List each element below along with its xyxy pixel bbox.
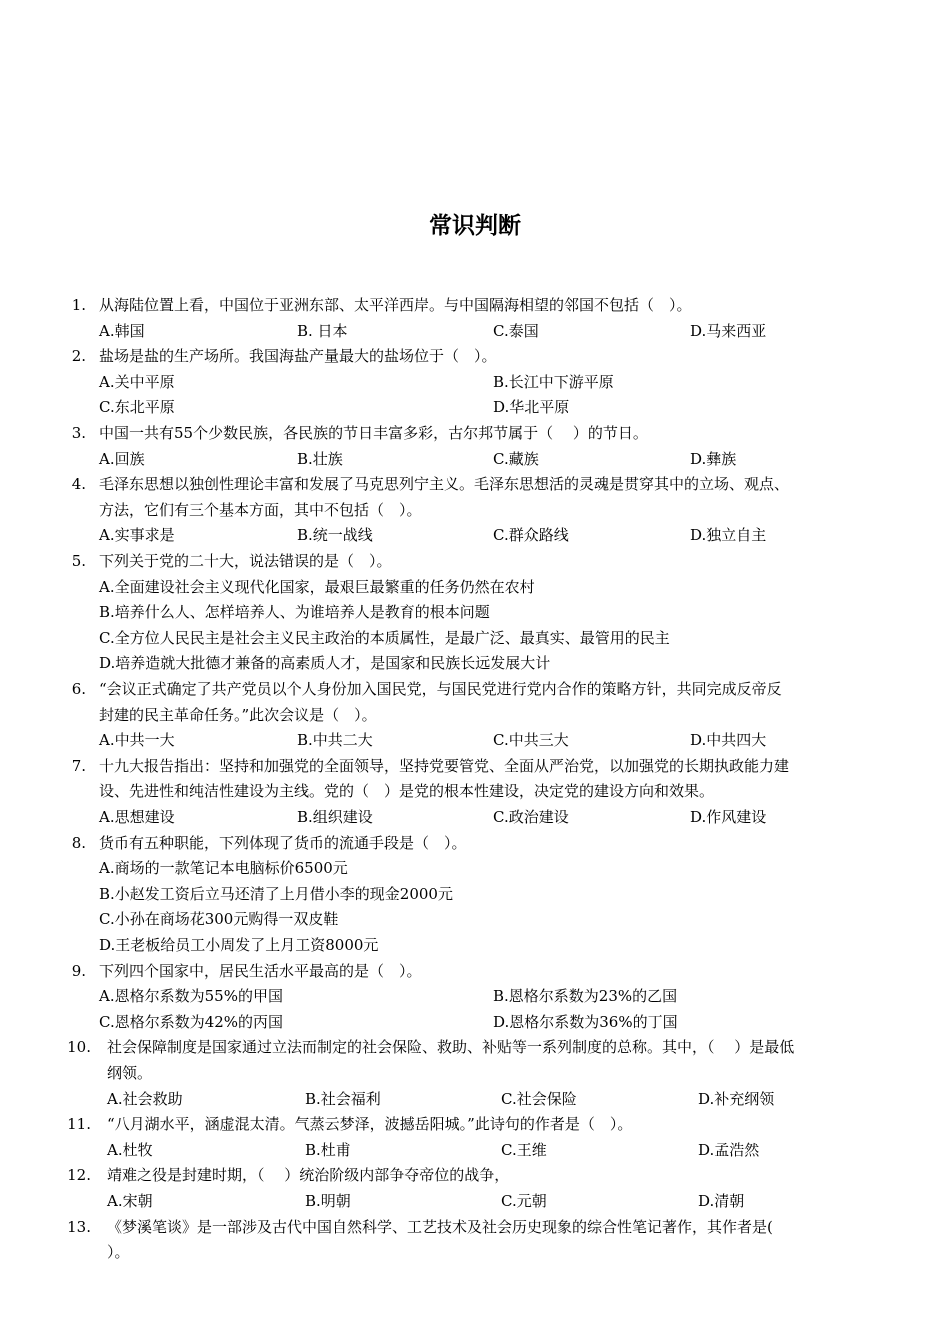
answer-option: C.群众路线 <box>493 526 569 545</box>
question-number: 5. <box>71 552 86 570</box>
question-stem: 毛泽东思想以独创性理论丰富和发展了马克思列宁主义。毛泽东思想活的灵魂是贯穿其中的立场、观点、 <box>99 475 790 494</box>
question-number: 1. <box>71 296 86 314</box>
answer-option: D.培养造就大批德才兼备的高素质人才，是国家和民族长远发展大计 <box>99 654 551 673</box>
answer-option: D.中共四大 <box>690 731 767 750</box>
answer-option: C.社会保险 <box>501 1089 577 1108</box>
answer-option: B.培养什么人、怎样培养人、为谁培养人是教育的根本问题 <box>99 603 490 622</box>
question-number: 11. <box>67 1115 91 1134</box>
question-number: 7. <box>71 756 86 775</box>
answer-option: A.宋朝 <box>107 1192 153 1210</box>
answer-option: C.元朝 <box>501 1192 547 1210</box>
question-stem: 十九大报告指出：坚持和加强党的全面领导，坚持党要管党、全面从严治党，以加强党的长期执政能力建 <box>99 756 790 775</box>
question-stem: “八月湖水平，涵虚混太清。气蒸云梦泽，波撼岳阳城。”此诗句的作者是（ ）。 <box>107 1115 633 1134</box>
answer-option: A.恩格尔系数为55%的甲国 <box>99 987 283 1006</box>
question-stem: 货币有五种职能，下列体现了货币的流通手段是（ ）。 <box>99 833 467 852</box>
answer-option: D.恩格尔系数为36%的丁国 <box>493 1012 678 1031</box>
answer-option: B.杜甫 <box>305 1140 351 1159</box>
question-number: 8. <box>71 833 86 852</box>
question-stem: ）。 <box>107 1243 130 1262</box>
answer-option: D.作风建设 <box>690 808 767 826</box>
question-stem: 靖难之役是封建时期，（ ）统治阶级内部争夺帝位的战争， <box>107 1166 510 1185</box>
answer-option: C.政治建设 <box>493 808 569 826</box>
question-stem: 下列关于党的二十大，说法错误的是（ ）。 <box>99 552 392 570</box>
question-number: 6. <box>71 680 86 698</box>
answer-option: A.社会救助 <box>107 1089 183 1108</box>
question-stem: 中国一共有55个少数民族，各民族的节日丰富多彩，古尔邦节属于（ ）的节日。 <box>99 424 648 442</box>
answer-option: B.明朝 <box>305 1192 351 1210</box>
question-number: 13. <box>67 1217 91 1236</box>
answer-option: B.长江中下游平原 <box>493 372 614 391</box>
question-stem: 社会保障制度是国家通过立法而制定的社会保险、救助、补贴等一系列制度的总称。其中，（ ）是最低 <box>107 1038 795 1057</box>
question-number: 12. <box>67 1166 91 1185</box>
answer-option: B.中共二大 <box>297 731 373 750</box>
question-number: 3. <box>71 424 86 442</box>
answer-option: A.思想建设 <box>99 808 175 826</box>
answer-option: C.藏族 <box>493 449 539 468</box>
question-stem: 从海陆位置上看，中国位于亚洲东部、太平洋西岸。与中国隔海相望的邻国不包括（ ）。 <box>99 296 692 314</box>
answer-option: B.社会福利 <box>305 1089 381 1108</box>
answer-option: D.独立自主 <box>690 526 767 545</box>
answer-option: A.回族 <box>99 449 145 468</box>
question-stem: 下列四个国家中，居民生活水平最高的是（ ）。 <box>99 961 422 980</box>
answer-option: C.恩格尔系数为42%的丙国 <box>99 1012 284 1031</box>
answer-option: C.东北平原 <box>99 398 175 417</box>
answer-option: B.统一战线 <box>297 526 373 545</box>
answer-option: C.小孙在商场花300元购得一双皮鞋 <box>99 910 339 929</box>
answer-option: D.孟浩然 <box>698 1140 760 1159</box>
answer-option: D.补充纲领 <box>698 1089 775 1108</box>
answer-option: B.壮族 <box>297 449 343 468</box>
answer-option: D.彝族 <box>690 449 737 468</box>
answer-option: B. 日本 <box>297 321 348 340</box>
answer-option: A.杜牧 <box>107 1140 153 1159</box>
page-title: 常识判断 <box>429 213 521 239</box>
question-number: 10. <box>67 1038 91 1057</box>
answer-option: C.全方位人民民主是社会主义民主政治的本质属性，是最广泛、最真实、最管用的民主 <box>99 628 670 647</box>
answer-option: C.王维 <box>501 1140 547 1159</box>
answer-option: A.韩国 <box>99 321 145 340</box>
answer-option: A.商场的一款笔记本电脑标价6500元 <box>99 859 348 878</box>
question-stem: 方法，它们有三个基本方面，其中不包括（ ）。 <box>99 500 422 519</box>
question-number: 4. <box>71 475 86 494</box>
answer-option: A.关中平原 <box>99 372 175 391</box>
question-stem: 《梦溪笔谈》是一部涉及古代中国自然科学、工艺技术及社会历史现象的综合性笔记著作，其作者是( <box>107 1217 773 1236</box>
question-stem: 设、先进性和纯洁性建设为主线。党的（ ）是党的根本性建设，决定党的建设方向和效果。 <box>99 782 715 801</box>
answer-option: A.中共一大 <box>99 731 175 750</box>
answer-option: D.马来西亚 <box>690 321 767 340</box>
answer-option: B.组织建设 <box>297 808 373 826</box>
question-stem: 纲领。 <box>107 1064 153 1082</box>
answer-option: A.实事求是 <box>99 526 175 545</box>
question-stem: 盐场是盐的生产场所。我国海盐产量最大的盐场位于（ ）。 <box>99 347 497 366</box>
question-stem: “会议正式确定了共产党员以个人身份加入国民党，与国民党进行党内合作的策略方针，共同完成反帝反 <box>99 680 782 698</box>
answer-option: B.恩格尔系数为23%的乙国 <box>493 987 678 1006</box>
answer-option: C.泰国 <box>493 321 539 340</box>
question-number: 2. <box>71 347 86 366</box>
answer-option: D.华北平原 <box>493 398 570 417</box>
answer-option: B.小赵发工资后立马还清了上月借小李的现金2000元 <box>99 884 453 903</box>
answer-option: D.王老板给员工小周发了上月工资8000元 <box>99 936 379 954</box>
answer-option: C.中共三大 <box>493 731 569 750</box>
question-stem: 封建的民主革命任务。”此次会议是（ ）。 <box>99 705 377 724</box>
answer-option: D.清朝 <box>698 1192 745 1210</box>
question-number: 9. <box>71 961 86 980</box>
answer-option: A.全面建设社会主义现代化国家，最艰巨最繁重的任务仍然在农村 <box>99 577 535 596</box>
